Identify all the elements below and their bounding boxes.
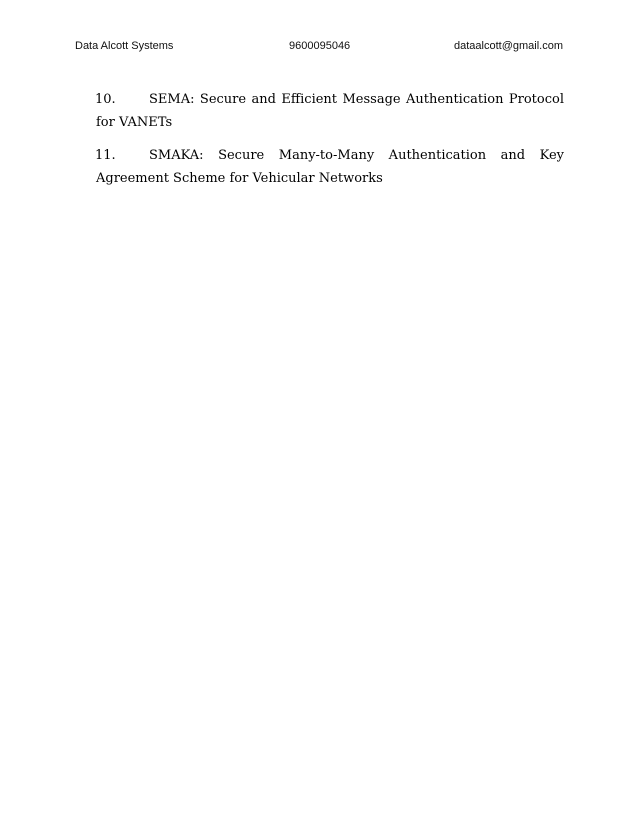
list-item-title: SMAKA: Secure Many-to-Many Authentication and Key Agreement Scheme for Vehicular Networks — [96, 148, 564, 186]
header-phone: 9600095046 — [289, 40, 351, 52]
list-item-title: SEMA: Secure and Efficient Message Authentication Protocol for VANETs — [96, 92, 564, 130]
page-header — [75, 38, 565, 54]
list-item-number: 10. — [95, 92, 116, 107]
header-email: dataalcott@gmail.com — [454, 40, 563, 52]
header-company: Data Alcott Systems — [75, 40, 174, 52]
list-item-number: 11. — [95, 148, 116, 163]
